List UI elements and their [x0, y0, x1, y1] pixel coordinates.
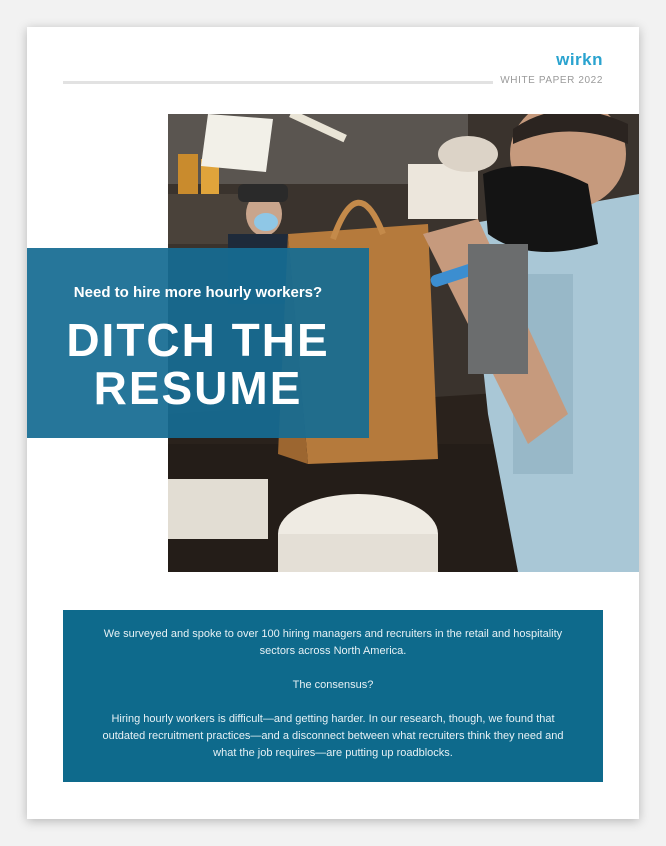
header-rule — [63, 81, 493, 84]
wirkn-logo: wirkn — [556, 50, 603, 69]
summary-paragraph-3: Hiring hourly workers is difficult—and getting harder. In our research, though, we found that outdated recruitment practices—and a disconnect between what recruiters think they need and what the job requires—are putting up roadblocks. — [102, 713, 564, 759]
headline-panel — [27, 248, 369, 438]
summary-paragraph-2: The consensus? — [292, 679, 374, 691]
summary-panel — [63, 610, 603, 782]
kicker-text: Need to hire more hourly workers? — [73, 284, 323, 301]
summary-paragraph-1: We surveyed and spoke to over 100 hiring managers and recruiters in the retail and hospitality sectors across North America. — [103, 628, 563, 657]
headline-line-2: RESUME — [93, 362, 303, 414]
page-title — [27, 316, 369, 412]
white-paper-page — [27, 27, 639, 819]
headline-line-1: DITCH THE — [66, 314, 330, 366]
white-paper-tag: WHITE PAPER 2022 — [500, 75, 603, 86]
